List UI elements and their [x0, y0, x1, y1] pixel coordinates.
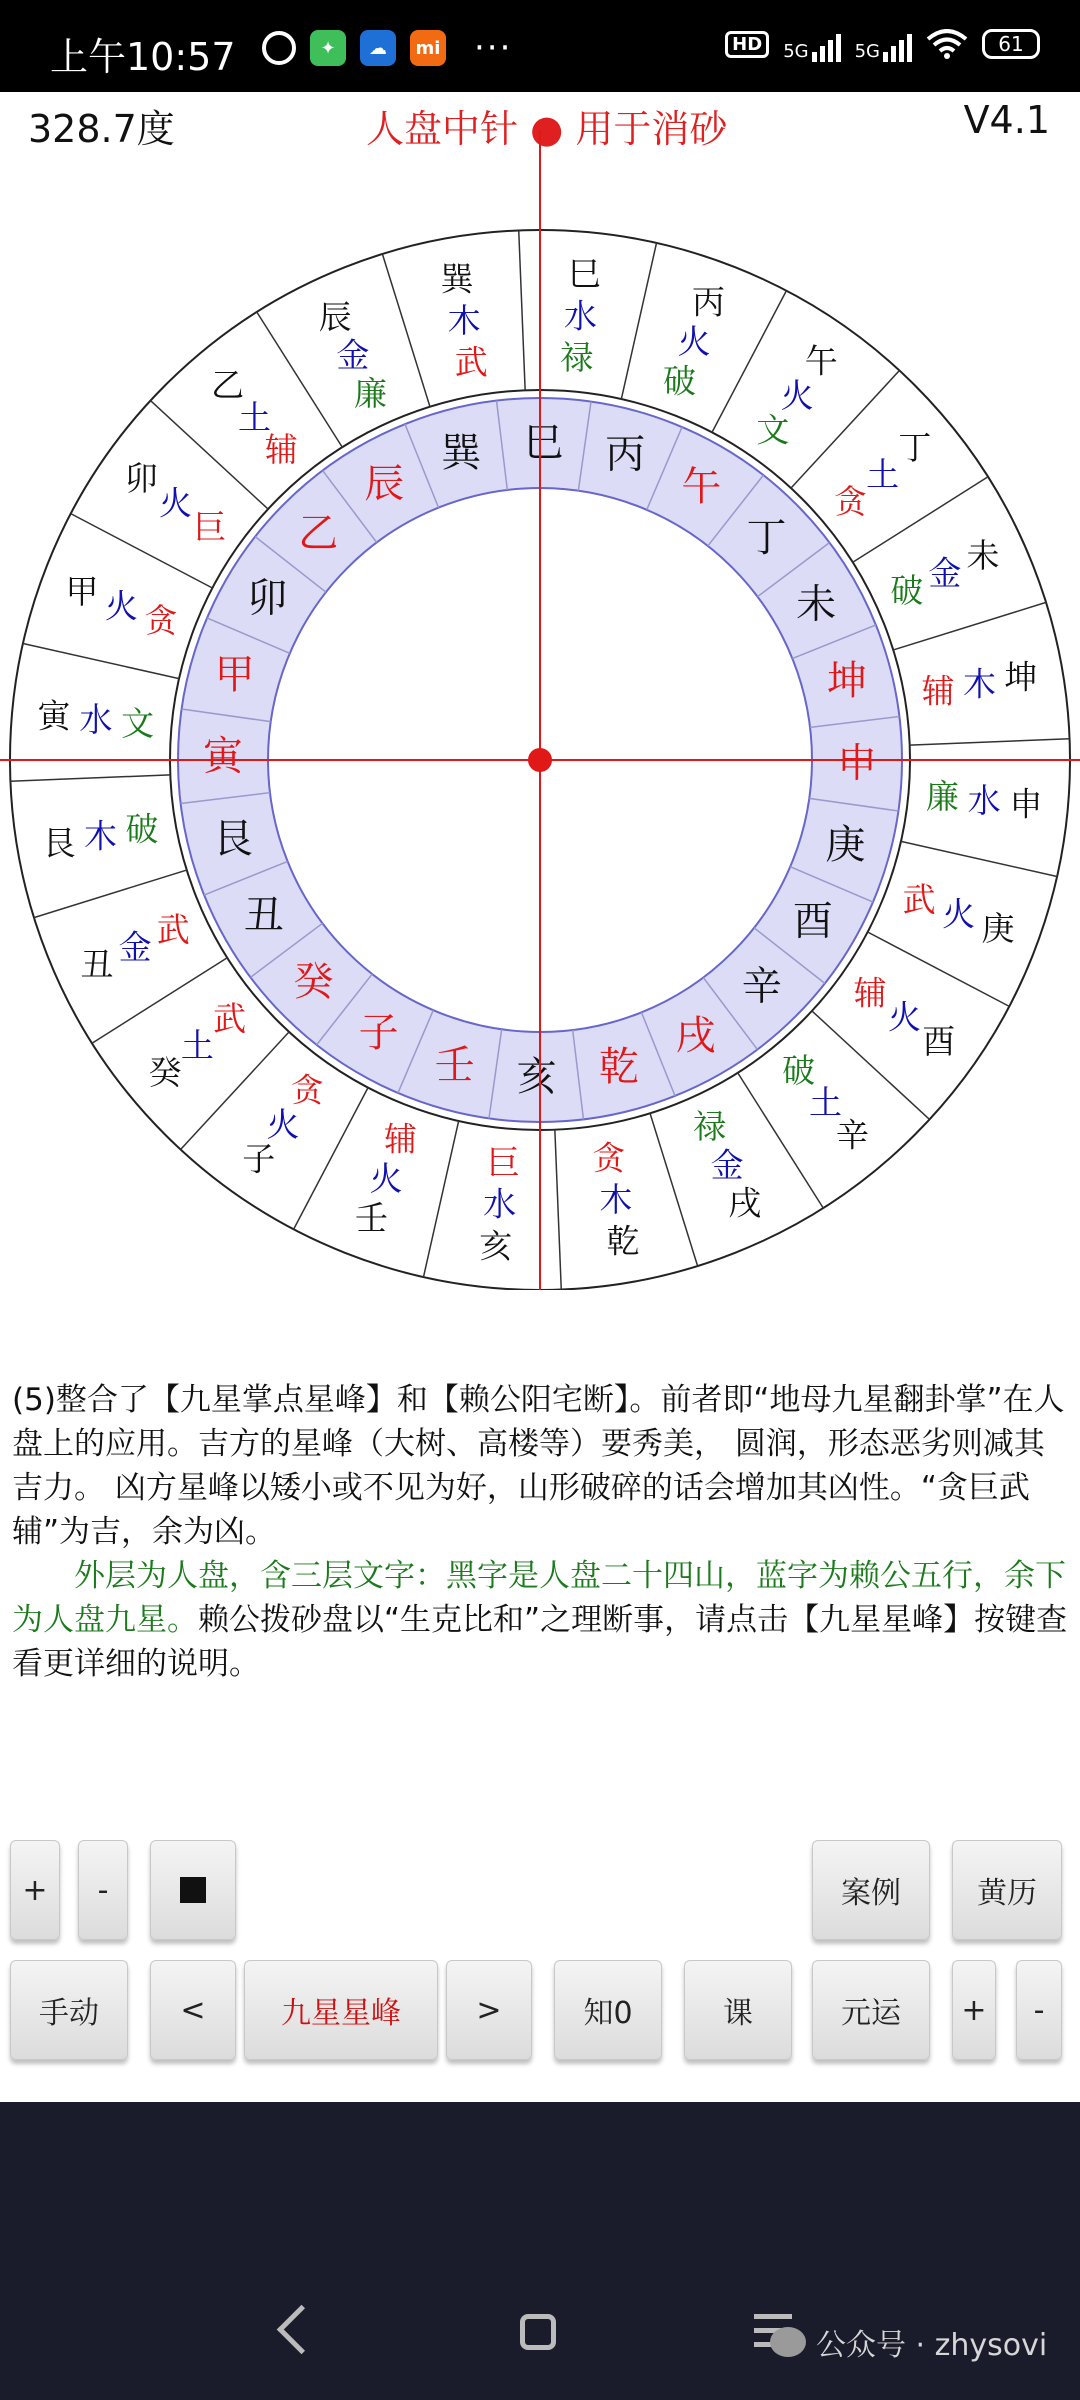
outer-element-label: 火: [104, 586, 138, 626]
status-time: 上午10:57: [50, 35, 236, 79]
outer-star-label: 廉: [925, 777, 959, 817]
outer-divider: [423, 1121, 458, 1277]
home-icon[interactable]: [520, 2314, 556, 2350]
outer-star-label: 武: [156, 909, 190, 949]
outer-star-label: 贪: [290, 1070, 324, 1110]
outer-divider: [382, 254, 430, 407]
cloud-app-icon: ☁: [360, 30, 396, 66]
compass-title: 人盘中针 ● 用于消砂: [366, 107, 728, 151]
luopan-compass[interactable]: [0, 130, 1080, 1290]
outer-star-label: 巨: [486, 1142, 520, 1182]
outer-star-label: 廉: [354, 373, 388, 413]
needle-crosshair: [0, 130, 1080, 1290]
outer-star-label: 文: [756, 410, 790, 450]
outer-star-label: 贪: [833, 481, 867, 521]
outer-star-label: 禄: [692, 1107, 726, 1147]
description-green-text: 外层为人盘，含三层文字：黑字是人盘二十四山，蓝字为赖公五行，余下为人盘九星。: [12, 1558, 1066, 1638]
outer-element-label: 火: [369, 1159, 403, 1199]
outer-divider: [555, 1130, 561, 1290]
outer-mountain-label: 巳: [567, 254, 601, 294]
inner-mountain-label: 辛: [741, 963, 782, 1010]
inner-mountain-label: 卯: [247, 575, 288, 622]
outer-star-label: 贪: [592, 1138, 626, 1178]
outer-element-label: 金: [118, 927, 152, 967]
outer-mountain-label: 辛: [835, 1115, 869, 1155]
outer-element-label: 金: [336, 335, 370, 375]
inner-mountain-label: 丁: [746, 515, 787, 562]
wrench-app-icon: ✦: [310, 30, 346, 66]
inner-mountain-label: 子: [358, 1009, 399, 1056]
outer-mountain-label: 子: [242, 1139, 276, 1179]
hd-voice-icon: HD: [725, 31, 769, 58]
outer-element-label: 金: [710, 1145, 744, 1185]
inner-mountain-label: 戌: [675, 1013, 716, 1060]
inner-mountain-label: 甲: [214, 651, 255, 698]
outer-star-label: 辅: [921, 671, 955, 711]
outer-mountain-label: 乾: [606, 1221, 640, 1261]
outer-element-label: 土: [238, 397, 272, 437]
lesson-button[interactable]: 课: [684, 1960, 792, 2060]
yuanyun-button[interactable]: 元运: [812, 1960, 930, 2060]
wifi-icon: [926, 29, 968, 59]
watermark: [770, 2320, 1047, 2364]
outer-mountain-label: 申: [1009, 784, 1043, 824]
version-label: V4.1: [963, 98, 1050, 142]
alarm-icon: [262, 31, 296, 65]
outer-element-label: 土: [180, 1025, 214, 1065]
signal-icon-2: 5G: [855, 26, 912, 62]
status-notification-icons: [262, 28, 512, 68]
inner-mountain-label: 巽: [441, 429, 482, 476]
outer-element-label: 木: [447, 301, 481, 341]
outer-star-label: 武: [213, 999, 247, 1039]
outer-star-label: 破: [125, 809, 159, 849]
inner-mountain-label: 午: [681, 464, 722, 511]
outer-element-label: 木: [84, 816, 118, 856]
description-text: [12, 1378, 1068, 1686]
outer-star-label: 禄: [560, 338, 594, 378]
outer-divider: [519, 230, 525, 390]
outer-star-label: 武: [902, 880, 936, 920]
manual-button[interactable]: 手动: [10, 1960, 128, 2060]
outer-element-label: 火: [159, 483, 193, 523]
outer-mountain-label: 丙: [692, 282, 726, 322]
almanac-button[interactable]: 黄历: [952, 1840, 1062, 1940]
watermark-text: 公众号 · zhysovi: [816, 2328, 1048, 2363]
wechat-icon: [770, 2327, 806, 2357]
inner-mountain-label: 艮: [212, 815, 253, 862]
center-dot: [528, 748, 552, 772]
mi-app-icon: mi: [410, 30, 446, 66]
outer-mountain-label: 庚: [981, 909, 1015, 949]
inner-mountain-label: 丙: [605, 431, 646, 478]
outer-element-label: 火: [780, 376, 814, 416]
outer-mountain-label: 壬: [354, 1198, 388, 1238]
inner-mountain-label: 申: [836, 740, 877, 787]
status-bar: [0, 0, 1080, 92]
outer-element-label: 水: [79, 700, 113, 740]
description-para-2: [12, 1554, 1068, 1686]
status-system-icons: [725, 26, 1040, 62]
minus-button-2[interactable]: -: [1016, 1960, 1062, 2060]
outer-element-label: 火: [266, 1104, 300, 1144]
nine-star-mode-button[interactable]: 九星星峰: [244, 1960, 438, 2060]
outer-element-label: 土: [866, 455, 900, 495]
outer-element-label: 火: [887, 997, 921, 1037]
minus-button[interactable]: -: [78, 1840, 128, 1940]
inner-mountain-label: 癸: [293, 958, 334, 1005]
outer-divider: [621, 243, 656, 399]
inner-mountain-label: 壬: [434, 1042, 475, 1089]
outer-mountain-label: 丁: [898, 428, 932, 468]
outer-mountain-label: 丑: [80, 945, 114, 985]
outer-element-label: 水: [483, 1184, 517, 1224]
outer-element-label: 火: [677, 321, 711, 361]
outer-mountain-label: 亥: [479, 1226, 513, 1266]
outer-divider: [23, 643, 179, 678]
inner-mountain-label: 辰: [364, 460, 405, 507]
outer-mountain-label: 未: [966, 535, 1000, 575]
inner-mountain-label: 酉: [792, 898, 833, 945]
description-rest-text: 赖公拨砂盘以“生克比和”之理断事，请点击【九星星峰】按键查看更详细的说明。: [12, 1602, 1068, 1682]
cases-button[interactable]: 案例: [812, 1840, 930, 1940]
outer-mountain-label: 寅: [37, 696, 71, 736]
outer-mountain-label: 艮: [42, 823, 76, 863]
outer-divider: [910, 739, 1070, 745]
outer-element-label: 木: [599, 1179, 633, 1219]
outer-element-label: 金: [928, 553, 962, 593]
inner-mountain-label: 未: [796, 581, 837, 628]
inner-mountain-label: 巳: [523, 420, 564, 467]
outer-mountain-label: 卯: [124, 459, 158, 499]
inner-mountain-label: 丑: [243, 892, 284, 939]
signal-icon-1: 5G: [783, 26, 840, 62]
outer-element-label: 土: [808, 1083, 842, 1123]
outer-element-label: 水: [967, 780, 1001, 820]
inner-mountain-label: 庚: [825, 822, 866, 869]
prev-button[interactable]: <: [150, 1960, 236, 2060]
outer-mountain-label: 巽: [440, 259, 474, 299]
inner-mountain-label: 坤: [827, 658, 868, 705]
stop-icon: [180, 1877, 206, 1903]
inner-mountain-label: 亥: [516, 1053, 557, 1100]
outer-mountain-label: 酉: [922, 1021, 956, 1061]
inner-mountain-label: 乙: [298, 510, 339, 557]
outer-element-label: 木: [962, 664, 996, 704]
outer-mountain-label: 辰: [318, 297, 352, 337]
outer-star-label: 贪: [144, 600, 178, 640]
more-notifications-icon: ···: [474, 28, 513, 68]
outer-star-label: 破: [890, 571, 924, 611]
zhi-button[interactable]: 知0: [554, 1960, 662, 2060]
plus-button[interactable]: +: [10, 1840, 60, 1940]
description-para-1: (5)整合了【九星掌点星峰】和【赖公阳宅断】。前者即“地母九星翻卦掌”在人盘上的应用。吉方的星峰（大树、高楼等）要秀美， 圆润，形态恶劣则减其吉力。 凶方星峰以矮小或不见为好，山形破碎的话会增加其凶性。“贪巨武辅”为吉，余为凶。: [12, 1382, 1065, 1550]
outer-mountain-label: 午: [804, 341, 838, 381]
outer-star-label: 武: [454, 342, 488, 382]
outer-mountain-label: 戌: [728, 1183, 762, 1223]
outer-star-label: 巨: [193, 507, 227, 547]
outer-star-label: 破: [663, 361, 697, 401]
outer-element-label: 火: [942, 894, 976, 934]
outer-star-label: 辅: [264, 430, 298, 470]
outer-element-label: 水: [563, 296, 597, 336]
outer-mountain-label: 癸: [148, 1052, 182, 1092]
outer-divider: [901, 841, 1057, 876]
outer-divider: [10, 775, 170, 781]
next-button[interactable]: >: [446, 1960, 532, 2060]
outer-star-label: 辅: [853, 973, 887, 1013]
stop-button[interactable]: [150, 1840, 236, 1940]
outer-star-label: 文: [121, 703, 155, 743]
plus-button-2[interactable]: +: [952, 1960, 996, 2060]
outer-star-label: 辅: [383, 1119, 417, 1159]
outer-mountain-label: 乙: [211, 365, 245, 405]
battery-icon: 61: [982, 29, 1040, 59]
degree-readout: 328.7度: [28, 107, 175, 151]
outer-divider: [650, 1113, 698, 1266]
inner-mountain-label: 寅: [203, 733, 244, 780]
outer-mountain-label: 甲: [65, 571, 99, 611]
outer-mountain-label: 坤: [1004, 657, 1038, 697]
outer-star-label: 破: [782, 1050, 816, 1090]
inner-mountain-label: 乾: [598, 1044, 639, 1091]
